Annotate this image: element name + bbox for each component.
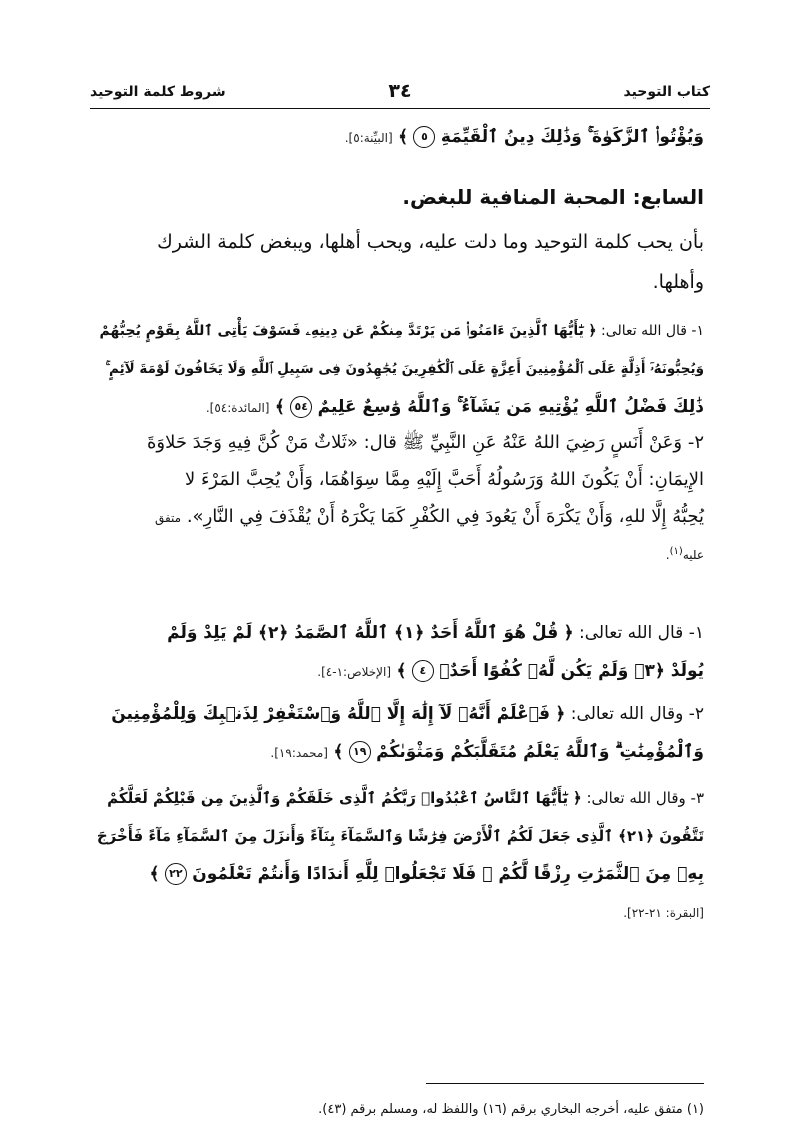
verse-reference: [الإخلاص:١-٤]. — [317, 665, 392, 679]
verse-reference: [المائدة:٥٤]. — [205, 401, 270, 415]
page-header — [90, 80, 710, 108]
header-chapter-title: شروط كلمة التوحيد — [90, 84, 226, 100]
verse-line-2: تَتَّقُونَ ﴿٢١﴾ ٱلَّذِى جَعَلَ لَكُمُ ٱلْأَرْضَ فِرَٰشًا وَٱلسَّمَآءَ بِنَآءً وَأَنزَلَ مِنَ ٱلسَّمَآءِ مَآءً فَأَخْرَجَ — [96, 827, 704, 845]
verse-end-mark: ٤ — [412, 660, 434, 682]
verse-line-1: يَٰٓأَيُّهَا ٱلنَّاسُ ٱعْبُدُوا۟ رَبَّكُمُ ٱلَّذِى خَلَقَكُمْ وَٱلَّذِينَ مِن قَبْلِكُمْ لَعَلَّكُمْ — [107, 789, 569, 807]
verse-line-2: وَٱلْمُؤْمِنَٰتِ ۗ وَٱللَّهُ يَعْلَمُ مُتَقَلَّبَكُمْ وَمَثْوَىٰكُمْ — [376, 742, 704, 762]
verse-end-mark: ١٩ — [349, 741, 371, 763]
verse-close-ornament: ﴾ — [149, 864, 160, 884]
intro-line-1: بأن يحب كلمة التوحيد وما دلت عليه، ويحب أهلها، ويبغض كلمة الشرك — [157, 231, 704, 253]
item-number: ٢- — [683, 704, 704, 724]
header-book-title: كتاب التوحيد — [623, 84, 710, 100]
top-verse-text: وَيُؤْتُوا۟ ٱلزَّكَوٰةَ ۚ وَذَٰلِكَ دِينُ ٱلْقَيِّمَةِ — [440, 127, 704, 147]
verse-reference: [محمد:١٩]. — [270, 746, 328, 760]
item-lead: قال الله تعالى: — [573, 623, 684, 643]
hadith-agreed-label: متفق — [154, 511, 182, 525]
hadith-block — [92, 424, 704, 570]
verse-close-ornament: ﴾ — [274, 397, 285, 417]
item-number: ٣- — [685, 789, 704, 807]
hadith-line-3: يُحِبُّهُ إِلَّا للهِ، وَأَنْ يَكْرَهَ أَنْ يَعُودَ فِي الكُفْرِ كَمَا يَكْرَهُ أَنْ يُقْذَفَ فِي النَّارِ». — [186, 506, 704, 527]
footnote-text: (١) متفق عليه، أخرجه البخاري برقم (١٦) واللفظ له، ومسلم برقم (٤٣). — [318, 1102, 704, 1117]
hadith-line-1: وَعَنْ أَنَسٍ رَضِيَ اللهُ عَنْهُ عَنِ النَّبِيِّ ﷺ قال: «ثَلاثٌ مَنْ كُنَّ فِيهِ وَجَدَ حَلاوَةَ — [146, 432, 683, 453]
verse-line-3: بِهِۦ مِنَ ٱلثَّمَرَٰتِ رِزْقًا لَّكُمْ ۖ فَلَا تَجْعَلُوا۟ لِلَّهِ أَندَادًا وَأَنتُمْ تَعْلَمُونَ — [192, 864, 704, 884]
evidence-item-baqarah — [92, 779, 704, 932]
verse-end-mark: ٥٤ — [290, 396, 312, 418]
verse-end-mark: ٥ — [413, 126, 435, 148]
verse-end-mark: ٢٢ — [165, 863, 187, 885]
intro-line-2: وأهلها. — [652, 271, 704, 293]
verse-line-1: يَٰٓأَيُّهَا ٱلَّذِينَ ءَامَنُوا۟ مَن يَرْتَدَّ مِنكُمْ عَن دِينِهِۦ فَسَوْفَ يَأْتِى ٱللَّهُ بِقَوْمٍ يُحِبُّهُمْ — [99, 323, 584, 339]
hadith-line-4: عليه — [682, 548, 704, 562]
verse-line-2: يُولَدْ ﴿٣﴾ وَلَمْ يَكُن لَّهُۥ كُفُوًا أَحَدٌۢ — [439, 661, 704, 681]
verse-line-3: ذَٰلِكَ فَضْلُ ٱللَّهِ يُؤْتِيهِ مَن يَشَآءُ ۚ وَٱللَّهُ وَٰسِعٌ عَلِيمٌ — [317, 397, 704, 417]
verse-open-ornament: ﴿ — [555, 704, 566, 724]
verse-open-ornament: ﴿ — [563, 623, 574, 643]
footnote-rule — [426, 1083, 704, 1084]
verse-line-1: قُلْ هُوَ ٱللَّهُ أَحَدٌ ﴿١﴾ ٱللَّهُ ٱلصَّمَدُ ﴿٢﴾ لَمْ يَلِدْ وَلَمْ — [167, 623, 559, 643]
verse-close-ornament: ﴾ — [333, 742, 344, 762]
footnote-reference[interactable]: (١) — [669, 546, 683, 557]
verse-reference: [البقرة: ٢١-٢٢]. — [623, 906, 704, 920]
verse-close-ornament: ﴾ — [396, 661, 407, 681]
top-verse-block — [92, 126, 704, 148]
verse-line-1: فَٱعْلَمْ أَنَّهُۥ لَآ إِلَٰهَ إِلَّا ٱللَّهُ وَٱسْتَغْفِرْ لِذَنۢبِكَ وَلِلْمُؤْمِنِينَ — [111, 704, 551, 724]
item-number: ١- — [686, 323, 704, 339]
item-number: ١- — [683, 623, 704, 643]
intro-paragraph — [92, 222, 704, 302]
item-lead: وقال الله تعالى: — [565, 704, 684, 724]
hadith-line-4-end: . — [665, 548, 670, 562]
evidence-item-ikhlas — [92, 614, 704, 691]
evidence-item-muhammad — [92, 695, 704, 772]
verse-line-2: وَيُحِبُّونَهُۥٓ أَذِلَّةٍ عَلَى ٱلْمُؤْمِنِينَ أَعِزَّةٍ عَلَى ٱلْكَٰفِرِينَ يُجَٰهِدُونَ فِى سَبِيلِ ٱللَّهِ وَلَا يَخَافُونَ لَوْمَةَ لَآئِمٍ ۚ — [105, 361, 704, 377]
evidence-item-maidah — [92, 312, 704, 427]
page-number: ٣٤ — [388, 80, 412, 102]
item-number: ٢- — [682, 432, 704, 453]
section-heading: السابع: المحبة المنافية للبغض. — [402, 185, 704, 209]
verse-open-ornament: ﴿ — [572, 789, 582, 807]
header-rule — [90, 108, 710, 109]
verse-reference: [البيِّنة:٥]. — [344, 131, 393, 145]
item-lead: وقال الله تعالى: — [581, 789, 686, 807]
verse-close-ornament: ﴾ — [398, 127, 409, 147]
item-lead: قال الله تعالى: — [596, 323, 687, 339]
hadith-line-2: الإِيمَانِ: أَنْ يَكُونَ اللهُ وَرَسُولُهُ أَحَبَّ إِلَيْهِ مِمَّا سِوَاهُمَا، وَأَنْ يُحِبَّ المَرْءَ لا — [184, 469, 704, 490]
verse-open-ornament: ﴿ — [588, 323, 597, 339]
